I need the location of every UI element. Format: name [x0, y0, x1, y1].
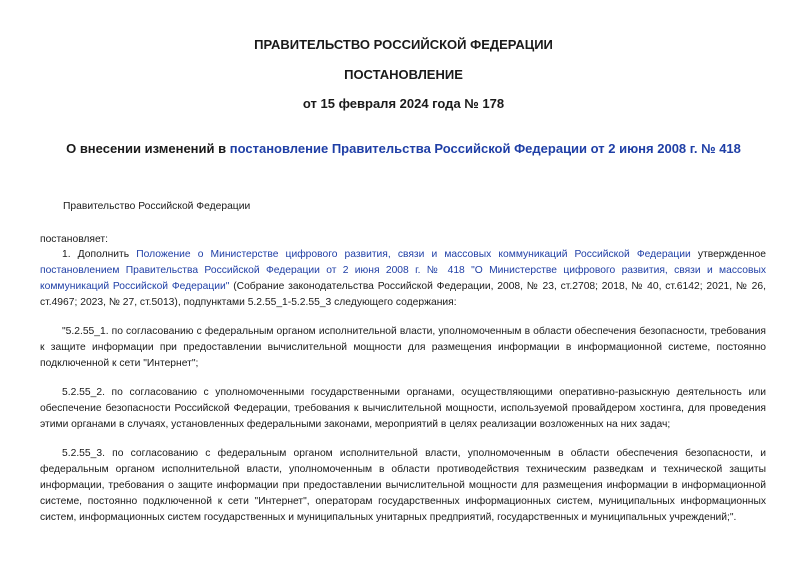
- item-1-number: 1. Дополнить: [62, 249, 137, 260]
- resolves-text: постановляет:: [40, 234, 108, 245]
- item-1-paragraph: [40, 247, 766, 311]
- title-prefix: О внесении изменений в: [66, 141, 230, 156]
- document-title: [0, 141, 807, 156]
- subitem-5-2-55-1: "5.2.55_1. по согласованию с федеральным органом исполнительной власти, уполномоченным в области обеспечения безопасности, требования к защите информации при предоставлении вычислительной мощности для размещения информации в информационной системе, постоянно подключенной к сети "Интернет";: [40, 326, 766, 369]
- document-date-number: от 15 февраля 2024 года № 178: [302, 96, 505, 111]
- item-1-mid-text: утвержденное: [690, 249, 766, 260]
- item-1-tail-text: (Собрание законодательства Российской Федерации, 2008, № 23, ст.2708; 2018, № 40, ст.6142; 2021, № 26, ст.4967; 2023, № 27, ст.5013), подпунктами 5.2.55_1-5.2.55_3 следующего содержания:: [40, 281, 766, 308]
- issuing-authority: ПРАВИТЕЛЬСТВО РОССИЙСКОЙ ФЕДЕРАЦИИ: [254, 37, 553, 52]
- subitem-5-2-55-3: 5.2.55_3. по согласованию с федеральным органом исполнительной власти, уполномоченным в области обеспечения безопасности, и федеральным органом исполнительной власти, уполномоченным в области противодействия техническим разведкам и технической защиты информации, требования о защите информации при предоставлении вычислительной мощности для размещения информации в информационной системе, постоянно подключенной к сети "Интернет", операторам государственных информационных систем, муниципальных информационных систем, информационных систем государственных и муниципальных унитарных предприятий, государственных и муниципальных учреждений;".: [40, 448, 766, 523]
- amended-resolution-link[interactable]: постановление Правительства Российской Федерации от 2 июня 2008 г. № 418: [229, 141, 741, 156]
- subitem-5-2-55-2: 5.2.55_2. по согласованию с уполномоченными государственными органами, осуществляющими оперативно-разыскную деятельность или обеспечение безопасности Российской Федерации, требования к вычислительной мощности, используемой провайдером хостинга, для проведения этими органами в случаях, установленных федеральными законами, мероприятий в целях реализации возложенных на них задач;: [40, 387, 766, 430]
- resolution-418-link[interactable]: постановлением Правительства Российской Федерации от 2 июня 2008 г. № 418 "О Министерстве цифрового развития, связи и массовых коммуникаций Российской Федерации": [40, 265, 766, 292]
- issuer-text: Правительство Российской Федерации: [63, 201, 251, 212]
- document-type: ПОСТАНОВЛЕНИЕ: [344, 67, 463, 82]
- regulation-link[interactable]: Положение о Министерстве цифрового развития, связи и массовых коммуникаций Российской Федерации: [136, 249, 691, 260]
